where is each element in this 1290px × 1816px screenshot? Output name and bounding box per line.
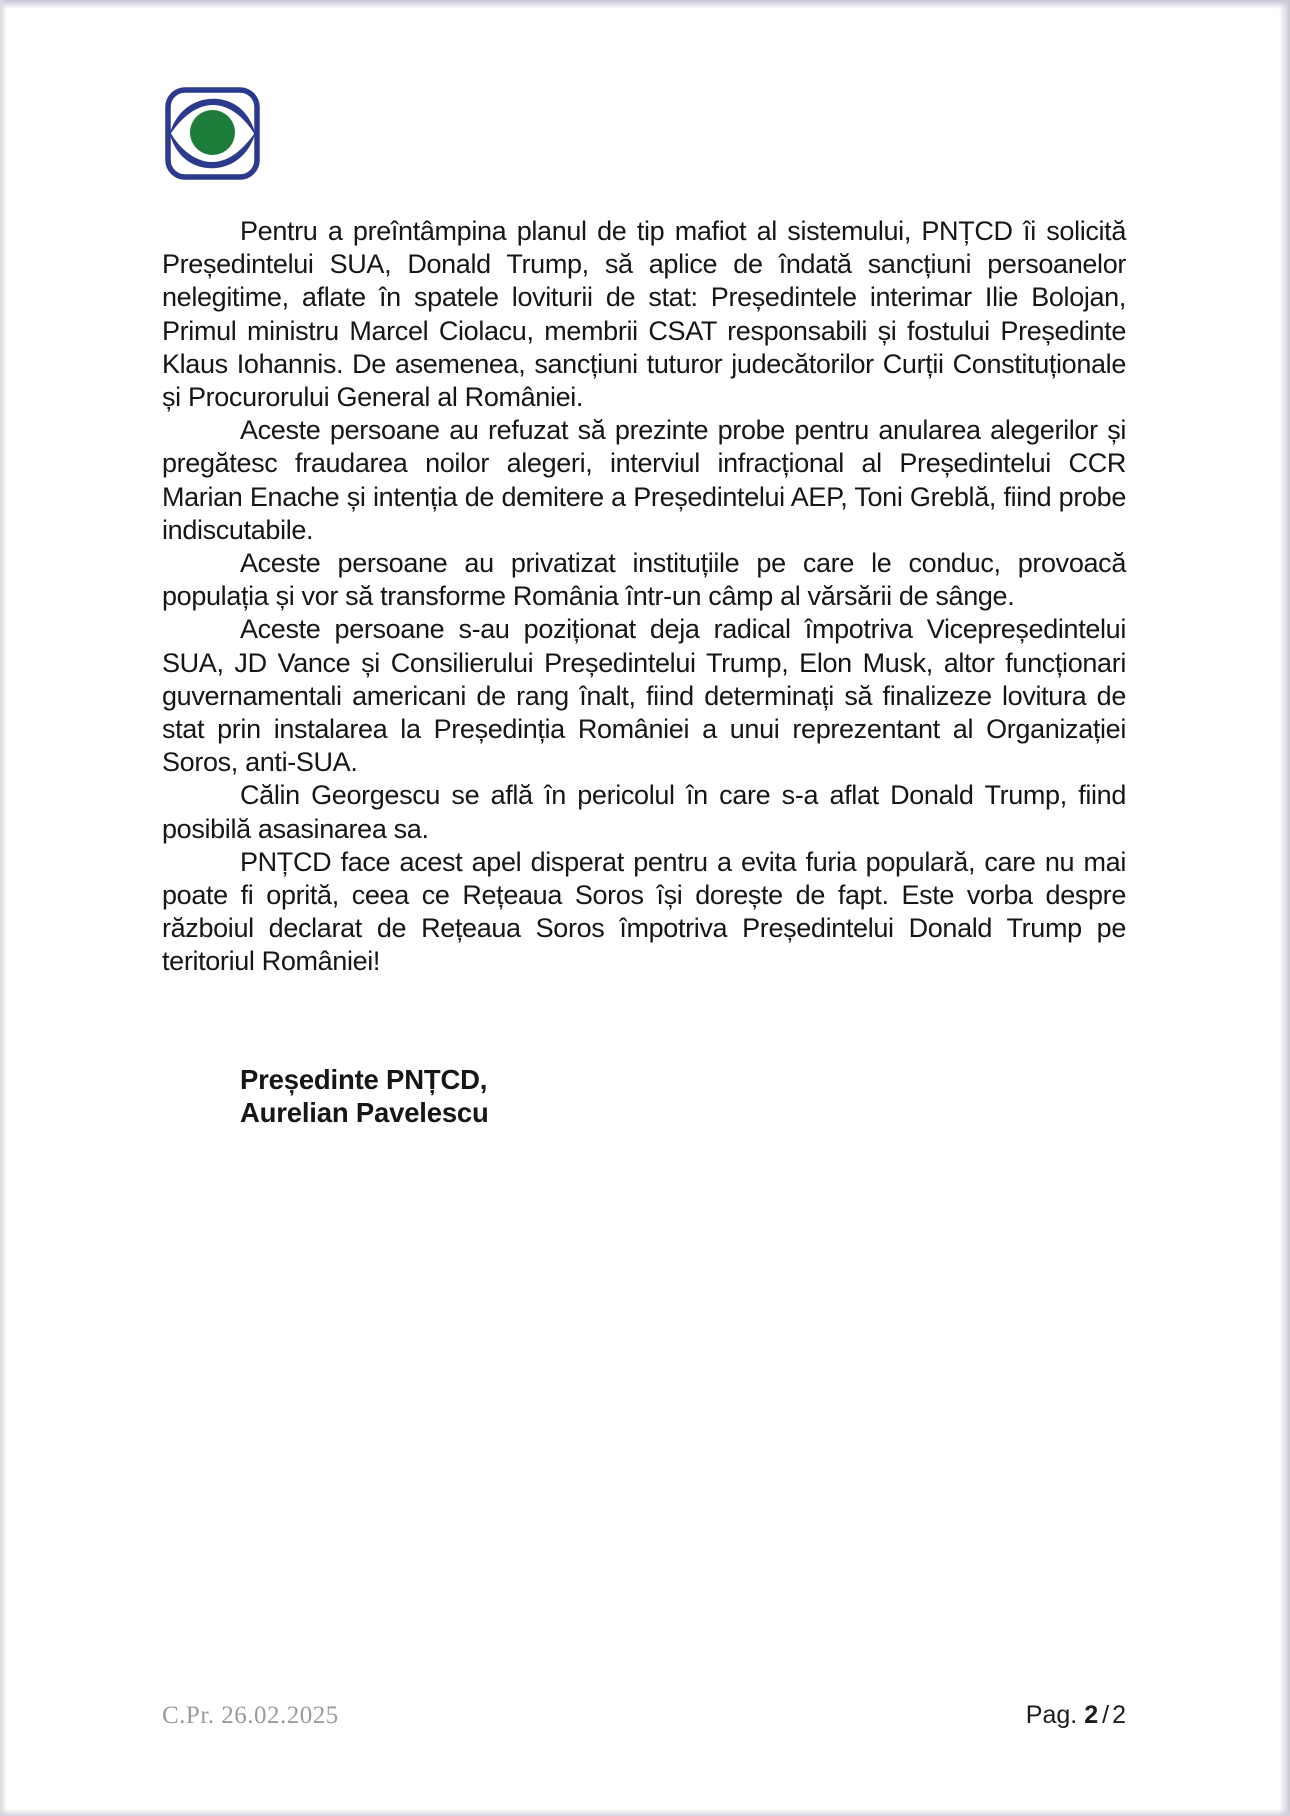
paragraph-3: Aceste persoane au privatizat instituțiile pe care le conduc, provoacă populația și vor să transforme România într-un câmp al vărsării de sânge.: [162, 548, 1126, 612]
paragraph-1: Pentru a preîntâmpina planul de tip mafiot al sistemului, PNȚCD îi solicită Președintelui SUA, Donald Trump, să aplice de îndată sancțiuni persoanelor nelegitime, aflate în spatele loviturii de stat: Președintele interimar Ilie Bolojan, Primul ministru Marcel Ciolacu, membrii CSAT responsabili și fostului Președinte Klaus Iohannis. De asemenea, sancțiuni tuturor judecătorilor Curții Constituționale și Procurorului General al României.: [162, 216, 1126, 413]
signature-block: [162, 1063, 1126, 1129]
page-separator: /: [1102, 1701, 1110, 1729]
paragraph-2: Aceste persoane au refuzat să prezinte probe pentru anularea alegerilor și pregătesc fraudarea noilor alegeri, interviul infracțional al Președintelui CCR Marian Enache și intenția de demitere a Președintelui AEP, Toni Greblă, fiind probe indiscutabile.: [162, 415, 1126, 545]
eye-logo-icon: [165, 87, 260, 180]
page-label: Pag.: [1025, 1701, 1078, 1729]
page-number: [1026, 1701, 1126, 1730]
page-total: 2: [1112, 1701, 1126, 1729]
scan-edge-left: [0, 0, 7, 1816]
paragraph-6: PNȚCD face acest apel disperat pentru a evita furia populară, care nu mai poate fi oprită, ceea ce Rețeaua Soros își dorește de fapt. Este vorba despre războiul declarat de Rețeaua Soros împotriva Președintelui Donald Trump pe teritoriul României!: [162, 846, 1126, 977]
scan-edge-top: [0, 0, 1290, 9]
paragraph-5: Călin Georgescu se află în pericolul în care s-a aflat Donald Trump, fiind posibilă asasinarea sa.: [162, 780, 1126, 844]
paragraph-4: Aceste persoane s-au poziționat deja radical împotriva Vicepreședintelui SUA, JD Vance și Consilierului Președintelui Trump, Elon Musk, altor funcționari guvernamentali americani de rang înalt, fiind determinați să finalizeze lovitura de stat prin instalarea la Președinția României a unui reprezentant al Organizației Soros, anti-SUA.: [162, 614, 1126, 778]
scan-edge-right: [1279, 0, 1290, 1816]
signature-name: Aurelian Pavelescu: [240, 1096, 489, 1128]
scan-edge-bottom: [0, 1809, 1290, 1816]
footer-reference: C.Pr. 26.02.2025: [162, 1702, 339, 1729]
page-current: 2: [1084, 1701, 1099, 1729]
letter-body: [162, 215, 1126, 1129]
page-footer: [162, 1701, 1126, 1730]
signature-title: Președinte PNȚCD,: [240, 1063, 488, 1095]
